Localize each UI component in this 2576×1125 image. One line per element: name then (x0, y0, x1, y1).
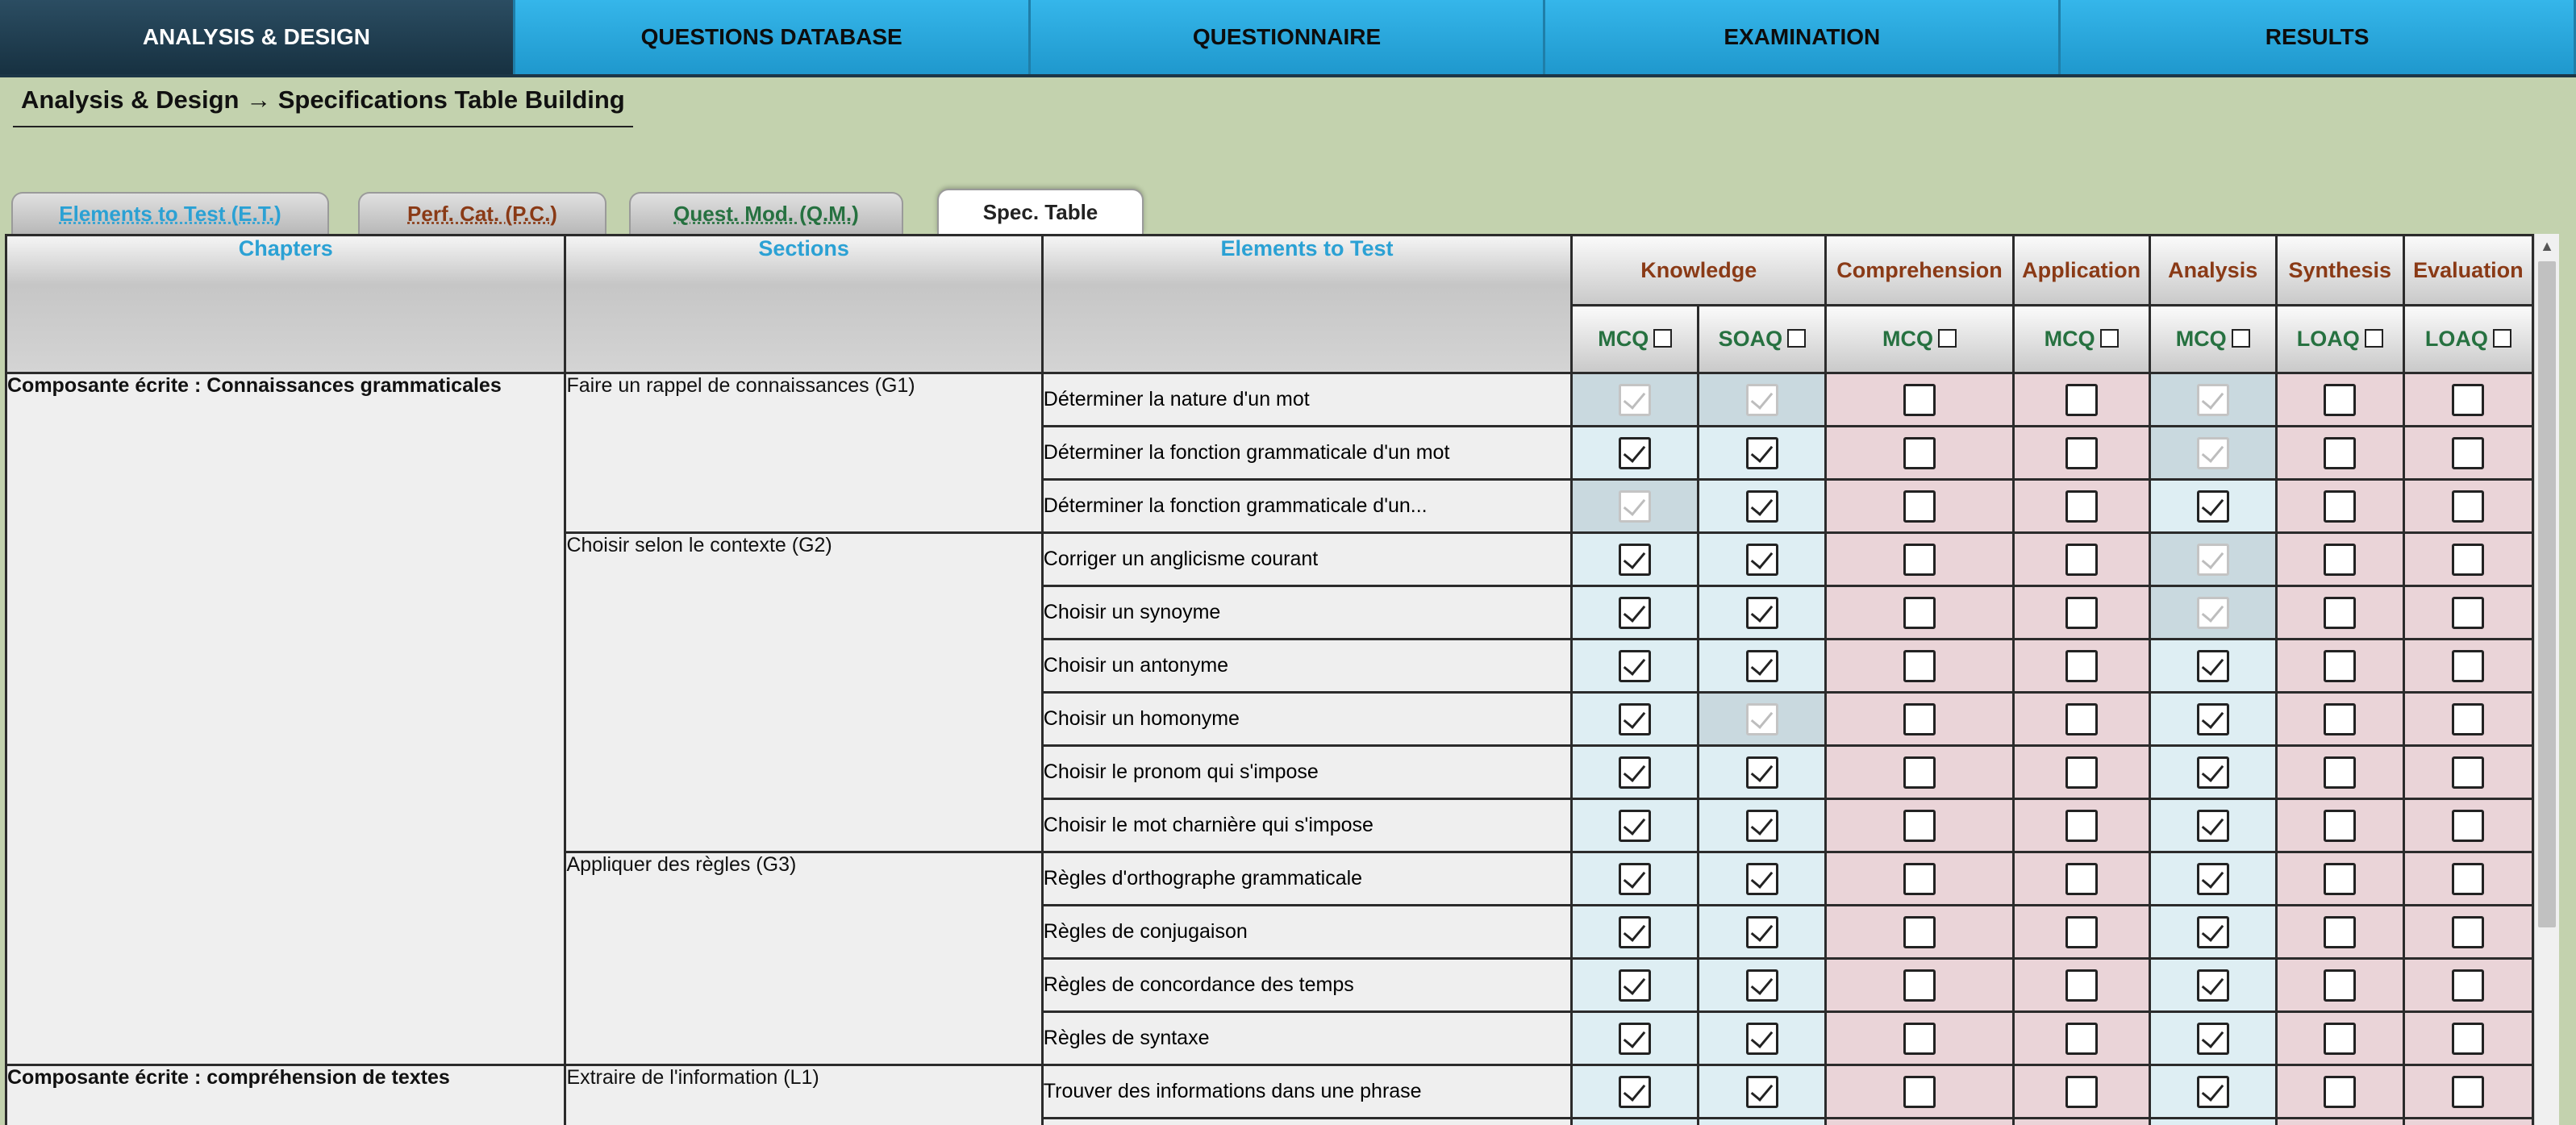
matrix-cell (2013, 427, 2149, 480)
checkbox[interactable] (1903, 863, 1936, 895)
checkbox[interactable] (2452, 1023, 2484, 1055)
disabled-checkbox (2197, 437, 2229, 469)
matrix-cell (2403, 959, 2532, 1012)
matrix-cell (1572, 852, 1699, 906)
header-mode-knowledge-soaq (1699, 306, 1826, 373)
matrix-cell (2276, 959, 2403, 1012)
checkbox[interactable] (1903, 916, 1936, 948)
checked-checkbox[interactable] (1746, 1023, 1778, 1055)
chapter-cell: Composante écrite : compréhension de textes (6, 1065, 565, 1125)
checkbox[interactable] (2065, 1076, 2098, 1108)
matrix-cell (2013, 373, 2149, 427)
checked-checkbox[interactable] (1746, 916, 1778, 948)
checked-checkbox[interactable] (2197, 810, 2229, 842)
checkbox[interactable] (1903, 597, 1936, 629)
matrix-cell (1699, 852, 1826, 906)
checked-checkbox[interactable] (2197, 756, 2229, 789)
spec-table-container (5, 234, 2534, 1125)
breadcrumb: Analysis & Design → Specifications Table Building (13, 84, 633, 127)
matrix-cell (1826, 852, 2013, 906)
header-synthesis: Synthesis (2276, 235, 2403, 306)
matrix-cell (2276, 799, 2403, 852)
checkbox[interactable] (1903, 1076, 1936, 1108)
chapter-cell: Composante écrite : Connaissances grammaticales (6, 373, 565, 1065)
matrix-cell (2013, 959, 2149, 1012)
checkbox[interactable] (2452, 597, 2484, 629)
checkbox[interactable] (2452, 650, 2484, 682)
matrix-cell (2013, 1012, 2149, 1065)
header-analysis: Analysis (2149, 235, 2276, 306)
matrix-cell (1699, 906, 1826, 959)
matrix-cell (1699, 799, 1826, 852)
matrix-cell (2149, 852, 2276, 906)
matrix-cell (2403, 427, 2532, 480)
select-all-checkbox[interactable] (2365, 329, 2383, 348)
checkbox[interactable] (2324, 810, 2356, 842)
checkbox[interactable] (2452, 490, 2484, 523)
header-application: Application (2013, 235, 2149, 306)
element-to-test-cell: Règles de conjugaison (1042, 906, 1571, 959)
checkbox[interactable] (2065, 597, 2098, 629)
nav-tab-examination[interactable]: EXAMINATION (1545, 0, 2061, 74)
matrix-cell (2013, 480, 2149, 533)
disabled-checkbox (2197, 544, 2229, 576)
matrix-cell (1699, 427, 1826, 480)
matrix-cell (1572, 959, 1699, 1012)
matrix-cell (2013, 906, 2149, 959)
disabled-checkbox (1746, 703, 1778, 735)
header-elements-to-test: Elements to Test (1042, 235, 1571, 373)
matrix-cell (2276, 373, 2403, 427)
scroll-up-icon[interactable]: ▲ (2540, 237, 2554, 254)
matrix-cell (1572, 799, 1699, 852)
matrix-cell (1826, 1012, 2013, 1065)
checked-checkbox[interactable] (1746, 544, 1778, 576)
matrix-cell (1699, 746, 1826, 799)
matrix-cell (2013, 799, 2149, 852)
checked-checkbox[interactable] (1746, 756, 1778, 789)
matrix-cell (2149, 586, 2276, 640)
matrix-cell (2403, 799, 2532, 852)
matrix-cell (2013, 693, 2149, 746)
checked-checkbox[interactable] (2197, 1023, 2229, 1055)
checkbox[interactable] (2324, 703, 2356, 735)
checked-checkbox[interactable] (1746, 597, 1778, 629)
subtab-perf-cat[interactable]: Perf. Cat. (P.C.) (358, 192, 606, 234)
checkbox[interactable] (2452, 1076, 2484, 1108)
checked-checkbox[interactable] (1619, 1076, 1651, 1108)
matrix-cell (1699, 586, 1826, 640)
element-to-test-cell: Déterminer la fonction grammaticale d'un... (1042, 480, 1571, 533)
select-all-checkbox[interactable] (1787, 329, 1806, 348)
checked-checkbox[interactable] (1619, 437, 1651, 469)
matrix-cell (2149, 533, 2276, 586)
element-to-test-cell (1042, 1119, 1571, 1125)
top-navigation (0, 0, 2576, 77)
matrix-cell (1572, 533, 1699, 586)
checkbox[interactable] (1903, 1023, 1936, 1055)
matrix-cell (2149, 906, 2276, 959)
checked-checkbox[interactable] (1619, 650, 1651, 682)
checkbox[interactable] (2065, 490, 2098, 523)
matrix-cell (2013, 1119, 2149, 1125)
matrix-cell (1572, 640, 1699, 693)
mode-label: LOAQ (2296, 327, 2360, 351)
matrix-cell (2403, 1119, 2532, 1125)
checkbox[interactable] (2065, 703, 2098, 735)
element-to-test-cell: Choisir un antonyme (1042, 640, 1571, 693)
mode-label: SOAQ (1718, 327, 1783, 351)
element-to-test-cell: Règles d'orthographe grammaticale (1042, 852, 1571, 906)
checkbox[interactable] (2452, 863, 2484, 895)
header-knowledge: Knowledge (1572, 235, 1826, 306)
matrix-cell (1699, 1119, 1826, 1125)
nav-tab-questions-database[interactable]: QUESTIONS DATABASE (515, 0, 1031, 74)
checkbox[interactable] (2324, 384, 2356, 416)
element-to-test-cell: Règles de concordance des temps (1042, 959, 1571, 1012)
checkbox[interactable] (2065, 544, 2098, 576)
matrix-cell (2276, 533, 2403, 586)
matrix-cell (1572, 427, 1699, 480)
matrix-cell (2276, 640, 2403, 693)
checked-checkbox[interactable] (1619, 863, 1651, 895)
table-row (6, 373, 2533, 427)
checked-checkbox[interactable] (2197, 650, 2229, 682)
matrix-cell (2149, 959, 2276, 1012)
matrix-cell (1826, 959, 2013, 1012)
element-to-test-cell: Choisir un synoyme (1042, 586, 1571, 640)
element-to-test-cell: Règles de syntaxe (1042, 1012, 1571, 1065)
checked-checkbox[interactable] (1746, 810, 1778, 842)
matrix-cell (2013, 640, 2149, 693)
matrix-cell (2149, 1065, 2276, 1119)
header-mode-evaluation-loaq (2403, 306, 2532, 373)
matrix-cell (1826, 799, 2013, 852)
select-all-checkbox[interactable] (2100, 329, 2119, 348)
checked-checkbox[interactable] (1746, 437, 1778, 469)
mode-label: LOAQ (2424, 327, 2488, 351)
header-evaluation: Evaluation (2403, 235, 2532, 306)
matrix-cell (2403, 746, 2532, 799)
checked-checkbox[interactable] (1619, 916, 1651, 948)
checkbox[interactable] (2065, 384, 2098, 416)
specifications-table-body (6, 373, 2533, 1125)
checkbox[interactable] (2324, 756, 2356, 789)
checked-checkbox[interactable] (2197, 969, 2229, 1002)
specifications-table (5, 234, 2534, 1125)
header-mode-application-mcq (2013, 306, 2149, 373)
matrix-cell (1572, 1065, 1699, 1119)
checkbox[interactable] (2065, 863, 2098, 895)
section-cell: Appliquer des règles (G3) (565, 852, 1042, 1065)
header-comprehension: Comprehension (1826, 235, 2013, 306)
matrix-cell (2276, 427, 2403, 480)
matrix-cell (1826, 746, 2013, 799)
matrix-cell (1699, 533, 1826, 586)
matrix-cell (2013, 746, 2149, 799)
mode-label: MCQ (2044, 327, 2095, 351)
section-cell: Extraire de l'information (L1) (565, 1065, 1042, 1125)
checked-checkbox[interactable] (1619, 969, 1651, 1002)
checked-checkbox[interactable] (1746, 650, 1778, 682)
checkbox[interactable] (2065, 1023, 2098, 1055)
matrix-cell (1826, 373, 2013, 427)
matrix-cell (2013, 852, 2149, 906)
nav-tab-questionnaire[interactable]: QUESTIONNAIRE (1031, 0, 1546, 74)
matrix-cell (1826, 640, 2013, 693)
checked-checkbox[interactable] (1619, 703, 1651, 735)
checkbox[interactable] (2452, 969, 2484, 1002)
element-to-test-cell: Choisir un homonyme (1042, 693, 1571, 746)
header-mode-knowledge-mcq (1572, 306, 1699, 373)
matrix-cell (2149, 1012, 2276, 1065)
matrix-cell (2276, 1119, 2403, 1125)
matrix-cell (2403, 1012, 2532, 1065)
checkbox[interactable] (2065, 969, 2098, 1002)
checked-checkbox[interactable] (2197, 916, 2229, 948)
checkbox[interactable] (2324, 597, 2356, 629)
checkbox[interactable] (1903, 703, 1936, 735)
matrix-cell (2403, 1065, 2532, 1119)
checkbox[interactable] (2452, 916, 2484, 948)
element-to-test-cell: Choisir le mot charnière qui s'impose (1042, 799, 1571, 852)
matrix-cell (1572, 1012, 1699, 1065)
vertical-scrollbar[interactable] (2534, 234, 2559, 1125)
checked-checkbox[interactable] (1746, 969, 1778, 1002)
matrix-cell (2013, 533, 2149, 586)
select-all-checkbox[interactable] (1653, 329, 1672, 348)
subtab-elements-to-test[interactable]: Elements to Test (E.T.) (11, 192, 329, 234)
matrix-cell (1572, 746, 1699, 799)
checked-checkbox[interactable] (1746, 1076, 1778, 1108)
checked-checkbox[interactable] (1746, 490, 1778, 523)
element-to-test-cell: Corriger un anglicisme courant (1042, 533, 1571, 586)
matrix-cell (2149, 799, 2276, 852)
header-mode-analysis-mcq (2149, 306, 2276, 373)
checked-checkbox[interactable] (1746, 863, 1778, 895)
checkbox[interactable] (2452, 384, 2484, 416)
matrix-cell (1572, 586, 1699, 640)
matrix-cell (2403, 586, 2532, 640)
checkbox[interactable] (2065, 437, 2098, 469)
matrix-cell (2276, 480, 2403, 533)
disabled-checkbox (2197, 597, 2229, 629)
mode-label: MCQ (1598, 327, 1649, 351)
checkbox[interactable] (2324, 437, 2356, 469)
element-to-test-cell: Déterminer la nature d'un mot (1042, 373, 1571, 427)
matrix-cell (1699, 480, 1826, 533)
matrix-cell (1826, 427, 2013, 480)
matrix-cell (2403, 533, 2532, 586)
matrix-cell (1572, 693, 1699, 746)
matrix-cell (2403, 640, 2532, 693)
matrix-cell (1826, 586, 2013, 640)
matrix-cell (1699, 373, 1826, 427)
checkbox[interactable] (1903, 969, 1936, 1002)
checkbox[interactable] (2324, 490, 2356, 523)
checkbox[interactable] (2324, 1023, 2356, 1055)
checked-checkbox[interactable] (1619, 597, 1651, 629)
checked-checkbox[interactable] (2197, 863, 2229, 895)
disabled-checkbox (1619, 490, 1651, 523)
table-row (6, 1065, 2533, 1119)
select-all-checkbox[interactable] (2232, 329, 2250, 348)
subtab-quest-mod[interactable]: Quest. Mod. (Q.M.) (629, 192, 903, 234)
matrix-cell (2149, 427, 2276, 480)
matrix-cell (1572, 373, 1699, 427)
section-cell: Faire un rappel de connaissances (G1) (565, 373, 1042, 533)
checkbox[interactable] (2065, 810, 2098, 842)
matrix-cell (2276, 1012, 2403, 1065)
checked-checkbox[interactable] (1619, 756, 1651, 789)
header-chapters: Chapters (6, 235, 565, 373)
header-mode-synthesis-loaq (2276, 306, 2403, 373)
matrix-cell (1826, 906, 2013, 959)
checkbox[interactable] (2065, 756, 2098, 789)
matrix-cell (2403, 373, 2532, 427)
matrix-cell (1826, 480, 2013, 533)
matrix-cell (2403, 480, 2532, 533)
checked-checkbox[interactable] (1619, 1023, 1651, 1055)
matrix-cell (1826, 533, 2013, 586)
checkbox[interactable] (2452, 810, 2484, 842)
section-cell: Choisir selon le contexte (G2) (565, 533, 1042, 852)
matrix-cell (2276, 1065, 2403, 1119)
matrix-cell (1699, 959, 1826, 1012)
checkbox[interactable] (2452, 544, 2484, 576)
matrix-cell (2276, 852, 2403, 906)
matrix-cell (1826, 1065, 2013, 1119)
checkbox[interactable] (2324, 969, 2356, 1002)
matrix-cell (2149, 480, 2276, 533)
matrix-cell (2013, 586, 2149, 640)
select-all-checkbox[interactable] (1938, 329, 1957, 348)
subtab-spec-table[interactable]: Spec. Table (937, 189, 1144, 234)
checkbox[interactable] (2324, 916, 2356, 948)
checkbox[interactable] (1903, 650, 1936, 682)
checkbox[interactable] (2065, 916, 2098, 948)
checkbox[interactable] (2065, 650, 2098, 682)
checkbox[interactable] (2452, 756, 2484, 789)
matrix-cell (1572, 1119, 1699, 1125)
element-to-test-cell: Déterminer la fonction grammaticale d'un mot (1042, 427, 1571, 480)
matrix-cell (2403, 852, 2532, 906)
matrix-cell (2276, 693, 2403, 746)
mode-label: MCQ (1882, 327, 1933, 351)
checked-checkbox[interactable] (2197, 703, 2229, 735)
matrix-cell (2276, 906, 2403, 959)
matrix-cell (2149, 640, 2276, 693)
checked-checkbox[interactable] (1619, 810, 1651, 842)
checkbox[interactable] (1903, 384, 1936, 416)
matrix-cell (2149, 693, 2276, 746)
matrix-cell (2013, 1065, 2149, 1119)
matrix-cell (2276, 586, 2403, 640)
element-to-test-cell: Choisir le pronom qui s'impose (1042, 746, 1571, 799)
select-all-checkbox[interactable] (2493, 329, 2511, 348)
matrix-cell (2149, 1119, 2276, 1125)
matrix-cell (2276, 746, 2403, 799)
checkbox[interactable] (2324, 863, 2356, 895)
matrix-cell (1699, 1065, 1826, 1119)
element-to-test-cell: Trouver des informations dans une phrase (1042, 1065, 1571, 1119)
checkbox[interactable] (2324, 1076, 2356, 1108)
checkbox[interactable] (1903, 810, 1936, 842)
matrix-cell (2149, 373, 2276, 427)
checkbox[interactable] (1903, 544, 1936, 576)
matrix-cell (1826, 693, 2013, 746)
matrix-cell (2149, 746, 2276, 799)
matrix-cell (2403, 693, 2532, 746)
checkbox[interactable] (2452, 437, 2484, 469)
disabled-checkbox (1746, 384, 1778, 416)
matrix-cell (1699, 640, 1826, 693)
matrix-cell (1572, 906, 1699, 959)
nav-tab-analysis-design[interactable]: ANALYSIS & DESIGN (0, 0, 515, 74)
checked-checkbox[interactable] (2197, 490, 2229, 523)
disabled-checkbox (1619, 384, 1651, 416)
disabled-checkbox (2197, 384, 2229, 416)
mode-label: MCQ (2175, 327, 2227, 351)
nav-tab-results[interactable]: RESULTS (2061, 0, 2576, 74)
header-sections: Sections (565, 235, 1042, 373)
matrix-cell (2403, 906, 2532, 959)
matrix-cell (1572, 480, 1699, 533)
matrix-cell (1699, 693, 1826, 746)
scrollbar-thumb[interactable] (2538, 261, 2556, 927)
matrix-cell (1826, 1119, 2013, 1125)
checked-checkbox[interactable] (2197, 1076, 2229, 1108)
checkbox[interactable] (1903, 490, 1936, 523)
header-mode-comprehension-mcq (1826, 306, 2013, 373)
checkbox[interactable] (1903, 756, 1936, 789)
checkbox[interactable] (2324, 544, 2356, 576)
checkbox[interactable] (2452, 703, 2484, 735)
checkbox[interactable] (2324, 650, 2356, 682)
matrix-cell (1699, 1012, 1826, 1065)
checked-checkbox[interactable] (1619, 544, 1651, 576)
checkbox[interactable] (1903, 437, 1936, 469)
